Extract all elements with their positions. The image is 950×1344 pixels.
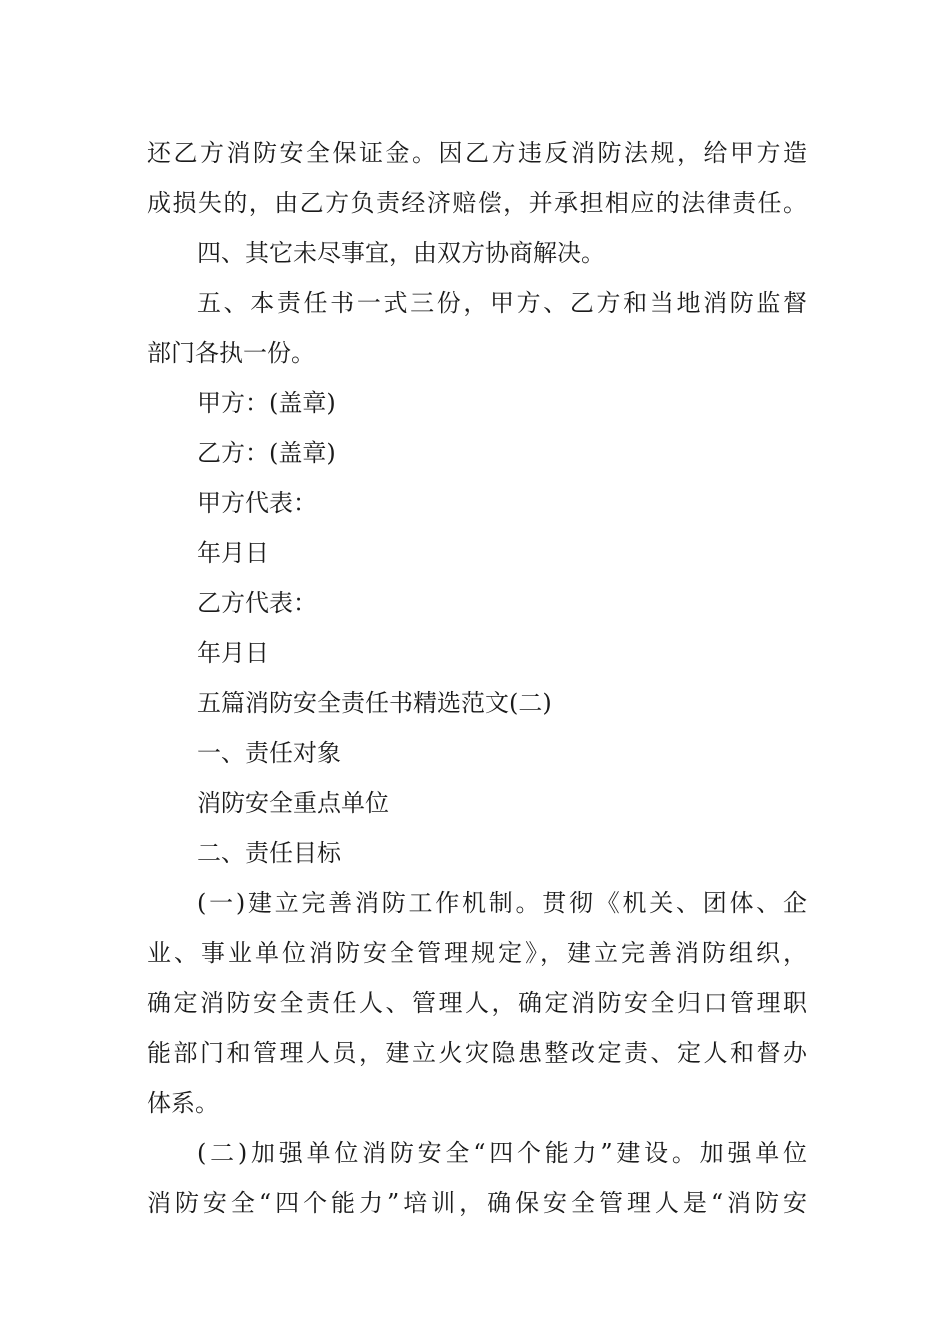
paragraph-line: 甲方：(盖章) [197,389,336,417]
paragraph-line: 一、责任对象 [197,739,341,767]
paragraph-line: 还乙方消防安全保证金。因乙方违反消防法规，给甲方造 [147,139,807,167]
paragraph-line: (二)加强单位消防安全“四个能力”建设。加强单位 [197,1139,807,1167]
paragraph-line: 成损失的，由乙方负责经济赔偿，并承担相应的法律责任。 [147,189,807,217]
paragraph-line: 消防安全重点单位 [197,789,389,817]
paragraph-line: 确定消防安全责任人、管理人，确定消防安全归口管理职 [147,989,807,1017]
paragraph-line: 四、其它未尽事宜，由双方协商解决。 [197,239,605,267]
paragraph-line: 甲方代表： [197,489,317,517]
paragraph-line: 能部门和管理人员，建立火灾隐患整改定责、定人和督办 [147,1039,807,1067]
paragraph-line: 五、本责任书一式三份，甲方、乙方和当地消防监督 [197,289,807,317]
paragraph-line: 消防安全“四个能力”培训，确保安全管理人是“消防安 [147,1189,807,1217]
paragraph-line: 乙方代表： [197,589,317,617]
paragraph-line: (一)建立完善消防工作机制。贯彻《机关、团体、企 [197,889,807,917]
paragraph-line: 年月日 [197,539,269,567]
document-body [147,128,807,1228]
paragraph-line: 五篇消防安全责任书精选范文(二) [197,689,552,717]
paragraph-line: 二、责任目标 [197,839,341,867]
paragraph-line: 年月日 [197,639,269,667]
paragraph-line: 业、事业单位消防安全管理规定》，建立完善消防组织， [147,939,807,967]
paragraph-line: 部门各执一份。 [147,339,315,367]
paragraph-line: 体系。 [147,1089,219,1117]
paragraph-line: 乙方：(盖章) [197,439,336,467]
